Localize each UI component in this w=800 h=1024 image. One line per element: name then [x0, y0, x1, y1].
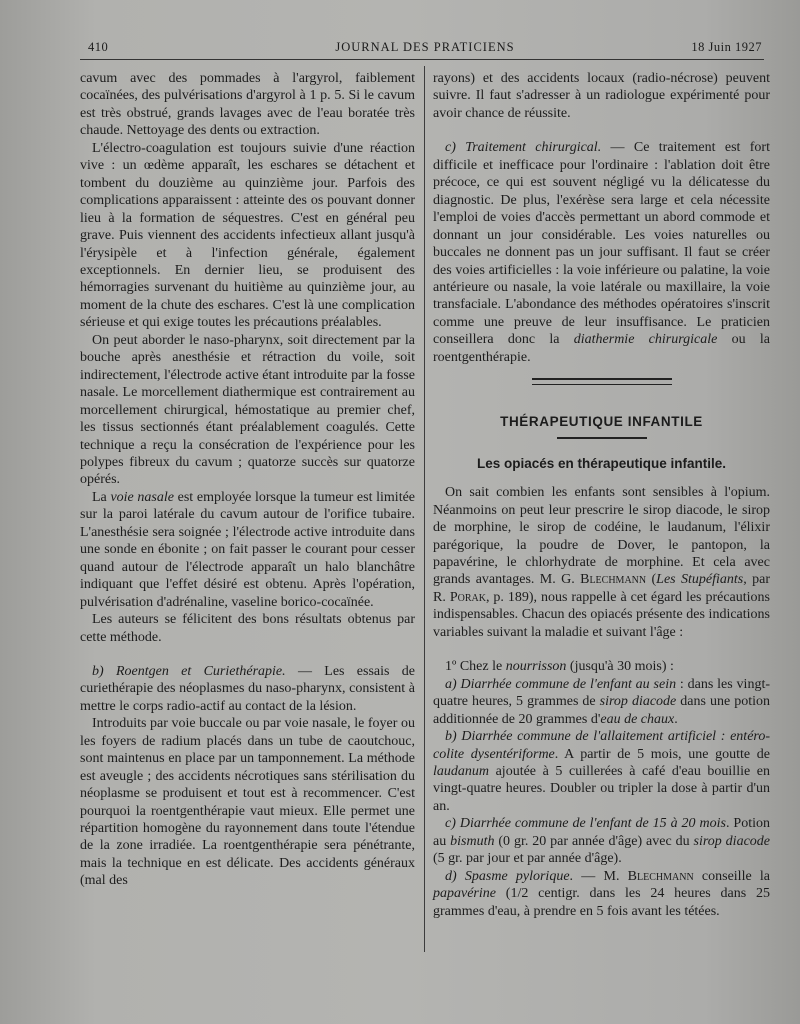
column-divider: [424, 66, 425, 952]
running-header: [88, 36, 762, 56]
section-title: THÉRAPEUTIQUE INFANTILE: [500, 414, 703, 430]
paragraph: On sait combien les enfants sont sensibles à l'opium. Néanmoins on peut leur prescrire le sirop diacode, le sirop de morphine, le sirop de codéine, le laudanum, l'élixir parégorique, la poudre de Dover, le pantopon, la papavérine, le chlorhydrate de morphine. Et cela avec grands avantages. M. G. Blechmann (Les Stupéfiants, par R. Porak, p. 189), nous rappelle à cet égard les précautions indispensables. Chacun des opiacés présente des indications variables suivant la maladie et suivant l'âge :: [433, 485, 770, 640]
paragraph: Les auteurs se félicitent des bons résultats obtenus par cette méthode.: [80, 612, 415, 645]
article-title: Les opiacés en thérapeutique infantile.: [476, 455, 727, 471]
paragraph: L'électro-coagulation est toujours suivie d'une réaction vive : un œdème apparaît, les eschares se détachent et tombent du douzième au quinzième jour. Parfois des complications apparaissent : atteinte des os pouvant donner lieu à la formation de séquestres. C'est en général peu grave. Puis viennent des accidents infectieux allant jusqu'à l'érysipèle et à l'infection générale, également exceptionnels. En dernier lieu, se produisent des hémorragies survenant du huitième au quinzième jour, au moment de la chute des eschares. C'est là une complication sérieuse et qui exige toutes les précautions préalables.: [80, 140, 415, 331]
paragraph: 1º Chez le nourrisson (jusqu'à 30 mois) :: [445, 659, 674, 675]
paragraph: d) Spasme pylorique. — M. Blechmann conseille la papavérine (1/2 centigr. dans les 24 heures dans 25 grammes d'eau, à prendre en 5 fois avant les tétées.: [433, 868, 770, 919]
paragraph: a) Diarrhée commune de l'enfant au sein : dans les vingt-quatre heures, 5 grammes de sirop diacode dans une potion additionnée de 20 grammes d'eau de chaux.: [433, 676, 770, 727]
paragraph: cavum avec des pommades à l'argyrol, faiblement cocaïnées, des pulvérisations d'argyrol à 1 p. 5. Si le cavum est très obstrué, grands lavages avec de l'eau boratée très chaude. Nettoyage des dents ou extraction.: [80, 71, 415, 139]
section-separator: [532, 378, 672, 385]
page-number: 410: [88, 40, 109, 54]
journal-title: JOURNAL DES PRATICIENS: [335, 40, 515, 54]
paragraph: Introduits par voie buccale ou par voie nasale, le foyer ou les foyers de radium placés dans un tube de caoutchouc, sont maintenus en place par un tamponnement. La méthode est aveugle ; des accidents nécrotiques sans stérilisation du néoplasme se produisent et tout est à recommencer. C'est pourquoi la roentgenthérapie vaut mieux. Elle permet une répartition homogène du rayonnement dans toute l'étendue de la zone irradiée. La roentgenthérapie sera pénétrante, mais la technique en est délicate. Des accidents généraux (mal des: [80, 716, 415, 889]
paragraph: c) Traitement chirurgical. — Ce traitement est fort difficile et inefficace pour l'ordinaire : l'ablation doit être précoce, ce qui est souvent négligé vu la délicatesse du diagnostic. De plus, l'exérèse sera large et cela nécessite l'emploi de voies d'accès permettant un abord commode et donnant un jour considérable. Les voies naturelles ou buccales ne donnent pas un jour suffisant. Il faut se créer des voies artificielles : la voie inférieure ou palatine, la voie antérieure ou nasale, la voie latérale ou maxillaire, la voie transfaciale. L'abondance des méthodes opératoires s'inscrit comme une preuve de leur insuffisance. Le praticien conseillera donc la diathermie chirurgicale ou la roentgenthérapie.: [433, 140, 770, 365]
paragraph: La voie nasale est employée lorsque la tumeur est limitée sur la paroi latérale du cavum autour de l'orifice tubaire. L'anesthésie sera soignée ; l'électrode active introduite dans une sonde en ébonite ; on fait passer le courant pour cesser quand autour de l'électrode apparaît un halo blanchâtre indiquant que l'effet désiré est obtenu. Après l'opération, pulvérisation d'adrénaline, vaseline borico-cocaïnée.: [80, 489, 416, 610]
paragraph: b) Diarrhée commune de l'allaitement artificiel : entéro-colite dysentériforme. A partir de 5 mois, une goutte de laudanum ajoutée à 5 cuillerées à café d'eau bouillie en vingt-quatre heures. Doubler ou tripler la dose à partir d'un an.: [433, 729, 770, 814]
section-title-rule: [557, 437, 647, 439]
paragraph: On peut aborder le naso-pharynx, soit directement par la bouche après anesthésie et rétraction du voile, soit indirectement, l'électrode active étant introduite par la fosse nasale. Le morcellement diathermique est contrairement au morcellement chirurgical, hémostatique au premier chef, les tissus sectionnés étant préalablement coagulés. Cette technique a reçu la consécration de l'expérience pour les polypes fibreux du cavum ; quatorze succès sur quatorze opérés.: [80, 332, 415, 488]
paragraph: c) Diarrhée commune de l'enfant de 15 à 20 mois. Potion au bismuth (0 gr. 20 par année d'âge) avec du sirop diacode (5 gr. par jour et par année d'âge).: [433, 816, 770, 867]
subsection-heading: b) Roentgen et Curiethérapie.: [92, 663, 286, 679]
subsection-heading: c) Traitement chirurgical.: [445, 140, 602, 156]
paragraph: b) Roentgen et Curiethérapie. — Les essais de curiethérapie des néoplasmes du naso-pharynx, consistent à mettre le corps radio-actif au contact de la lésion.: [80, 663, 415, 714]
paragraph: rayons) et des accidents locaux (radio-nécrose) peuvent suivre. Il faut s'adresser à un radiologue expérimenté pour avoir chance de réussite.: [433, 71, 770, 121]
left-column: [80, 70, 415, 890]
right-column: [433, 70, 770, 920]
header-rule: [80, 59, 764, 60]
issue-date: 18 Juin 1927: [691, 40, 762, 54]
